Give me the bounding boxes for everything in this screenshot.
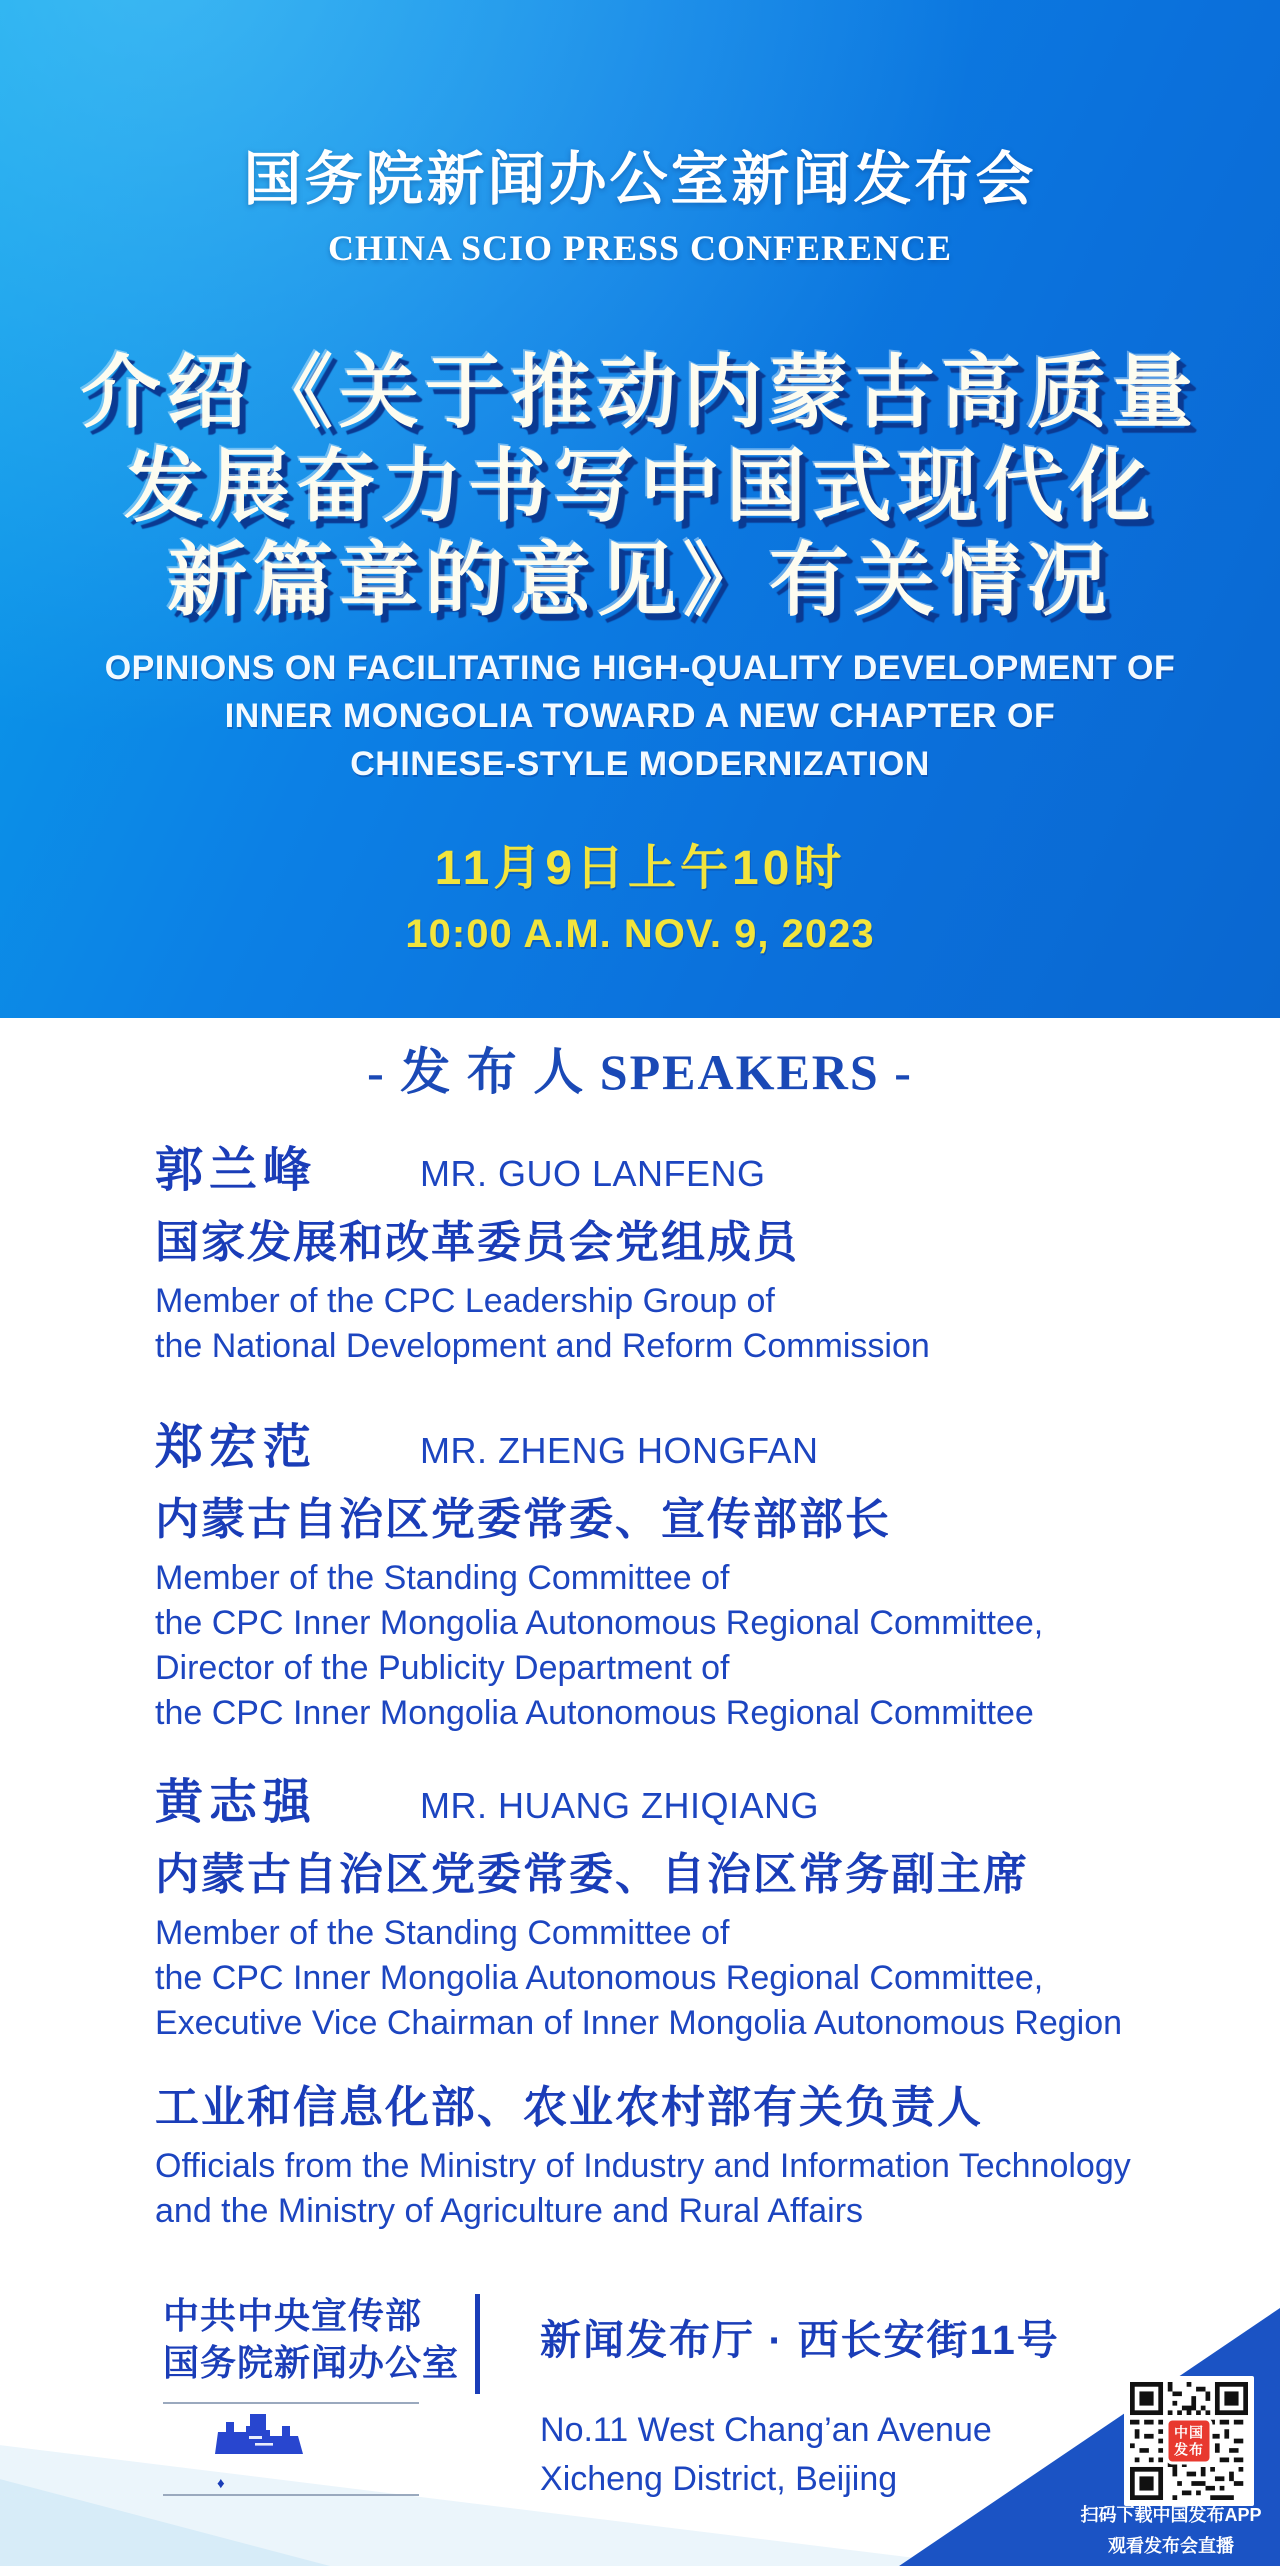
press-hall-logo-strip	[163, 2402, 419, 2496]
speaker-name-english: MR. ZHENG HONGFAN	[420, 1430, 819, 1471]
org-title-english: CHINA SCIO PRESS CONFERENCE	[327, 228, 953, 268]
speaker-name-row	[155, 1421, 1240, 1478]
org-title-chinese: 国务院新闻办公室新闻发布会	[243, 147, 1037, 212]
speaker-name-row	[155, 1776, 1240, 1833]
speaker-huang-zhiqiang	[155, 1776, 1240, 2046]
subtitle-line-2: INNER MONGOLIA TOWARD A NEW CHAPTER OF	[224, 697, 1056, 735]
qr-badge-text-line: 中国	[1174, 2424, 1204, 2440]
speaker-title-english-line: Member of the Standing Committee of	[155, 1914, 730, 1952]
officials-title-chinese: 工业和信息化部、农业农村部有关负责人	[155, 2083, 983, 2132]
main-title-line-2: 发展奋力书写中国式现代化	[124, 442, 1156, 531]
officials-title-english	[155, 2144, 1240, 2234]
speaker-title-english-line: Director of the Publicity Department of	[155, 1649, 730, 1687]
qr-caption-line-1: 扫码下载中国发布APP	[1080, 2505, 1262, 2525]
speaker-title-english-line: Executive Vice Chairman of Inner Mongolia Autonomous Region	[155, 2004, 1123, 2042]
qr-code	[1124, 2376, 1254, 2506]
footer-organizers	[163, 2292, 459, 2496]
venue-chinese: 新闻发布厅 · 西长安街11号	[540, 2317, 1060, 2363]
main-title-line-3: 新篇章的意见》有关情况	[167, 536, 1113, 625]
officials-title-english-line: Officials from the Ministry of Industry and Information Technology	[155, 2147, 1131, 2185]
qr-caption-line-2: 观看发布会直播	[1108, 2536, 1234, 2556]
organizer-line-2: 国务院新闻办公室	[163, 2342, 460, 2383]
main-title	[0, 346, 1280, 628]
hero-section	[0, 0, 1280, 1018]
subtitle-line-3: CHINESE-STYLE MODERNIZATION	[350, 745, 930, 783]
speaker-title-english-line: the CPC Inner Mongolia Autonomous Regional Committee,	[155, 1604, 1044, 1642]
qr-caption	[1062, 2500, 1280, 2562]
venue-english-line: No.11 West Chang’an Avenue	[540, 2411, 992, 2449]
speaker-name-row	[155, 1144, 1240, 1201]
speaker-title-chinese: 内蒙古自治区党委常委、宣传部部长	[155, 1495, 891, 1544]
speaker-title-chinese: 国家发展和改革委员会党组成员	[155, 1218, 799, 1267]
qr-badge-text-line: 发布	[1174, 2441, 1204, 2457]
speaker-title-english-line: the CPC Inner Mongolia Autonomous Regional Committee	[155, 1694, 1034, 1732]
speaker-title-chinese: 内蒙古自治区党委常委、自治区常务副主席	[155, 1850, 1029, 1899]
speaker-guo-lanfeng	[155, 1144, 1240, 1369]
speaker-title-english-line: the CPC Inner Mongolia Autonomous Regional Committee,	[155, 1959, 1044, 1997]
event-date-english: 10:00 A.M. NOV. 9, 2023	[405, 912, 875, 956]
speaker-title-english-line: Member of the CPC Leadership Group of	[155, 1282, 775, 1320]
main-title-english	[0, 644, 1280, 788]
speakers-heading: - 发 布 人 SPEAKERS -	[367, 1044, 913, 1100]
main-title-line-1: 介绍《关于推动内蒙古高质量	[81, 348, 1199, 437]
footer-vertical-divider	[475, 2294, 480, 2394]
speaker-name-chinese: 郭兰峰	[155, 1144, 318, 1197]
footer	[163, 2292, 1060, 2504]
speaker-name-english: MR. GUO LANFENG	[420, 1153, 766, 1194]
speakers-list	[0, 1100, 1280, 2234]
speakers-section	[0, 1044, 1280, 2234]
speaker-title-english	[155, 1279, 1240, 1369]
speaker-name-chinese: 郑宏范	[155, 1421, 318, 1474]
subtitle-line-1: OPINIONS ON FACILITATING HIGH-QUALITY DEVELOPMENT OF	[104, 649, 1176, 687]
press-hall-building-icon	[209, 2409, 309, 2457]
organizer-line-1: 中共中央宣传部	[163, 2295, 423, 2336]
officials-title-english-line: and the Ministry of Agriculture and Rural Affairs	[155, 2192, 864, 2230]
speaker-name-english: MR. HUANG ZHIQIANG	[420, 1785, 820, 1826]
speaker-title-english-line: the National Development and Reform Commission	[155, 1327, 930, 1365]
officials-entry	[155, 2082, 1240, 2234]
diamond-mark-icon: ♦	[217, 2475, 225, 2492]
footer-venue	[540, 2292, 1060, 2504]
venue-english-line: Xicheng District, Beijing	[540, 2460, 898, 2498]
speaker-name-chinese: 黄志强	[155, 1776, 318, 1829]
venue-english	[540, 2406, 1060, 2504]
event-date-chinese: 11月9日上午10时	[434, 842, 846, 895]
speaker-zheng-hongfan	[155, 1421, 1240, 1736]
qr-center-badge	[1166, 2418, 1213, 2465]
speaker-title-english-line: Member of the Standing Committee of	[155, 1559, 730, 1597]
speaker-title-english	[155, 1556, 1240, 1736]
speaker-title-english	[155, 1911, 1240, 2046]
